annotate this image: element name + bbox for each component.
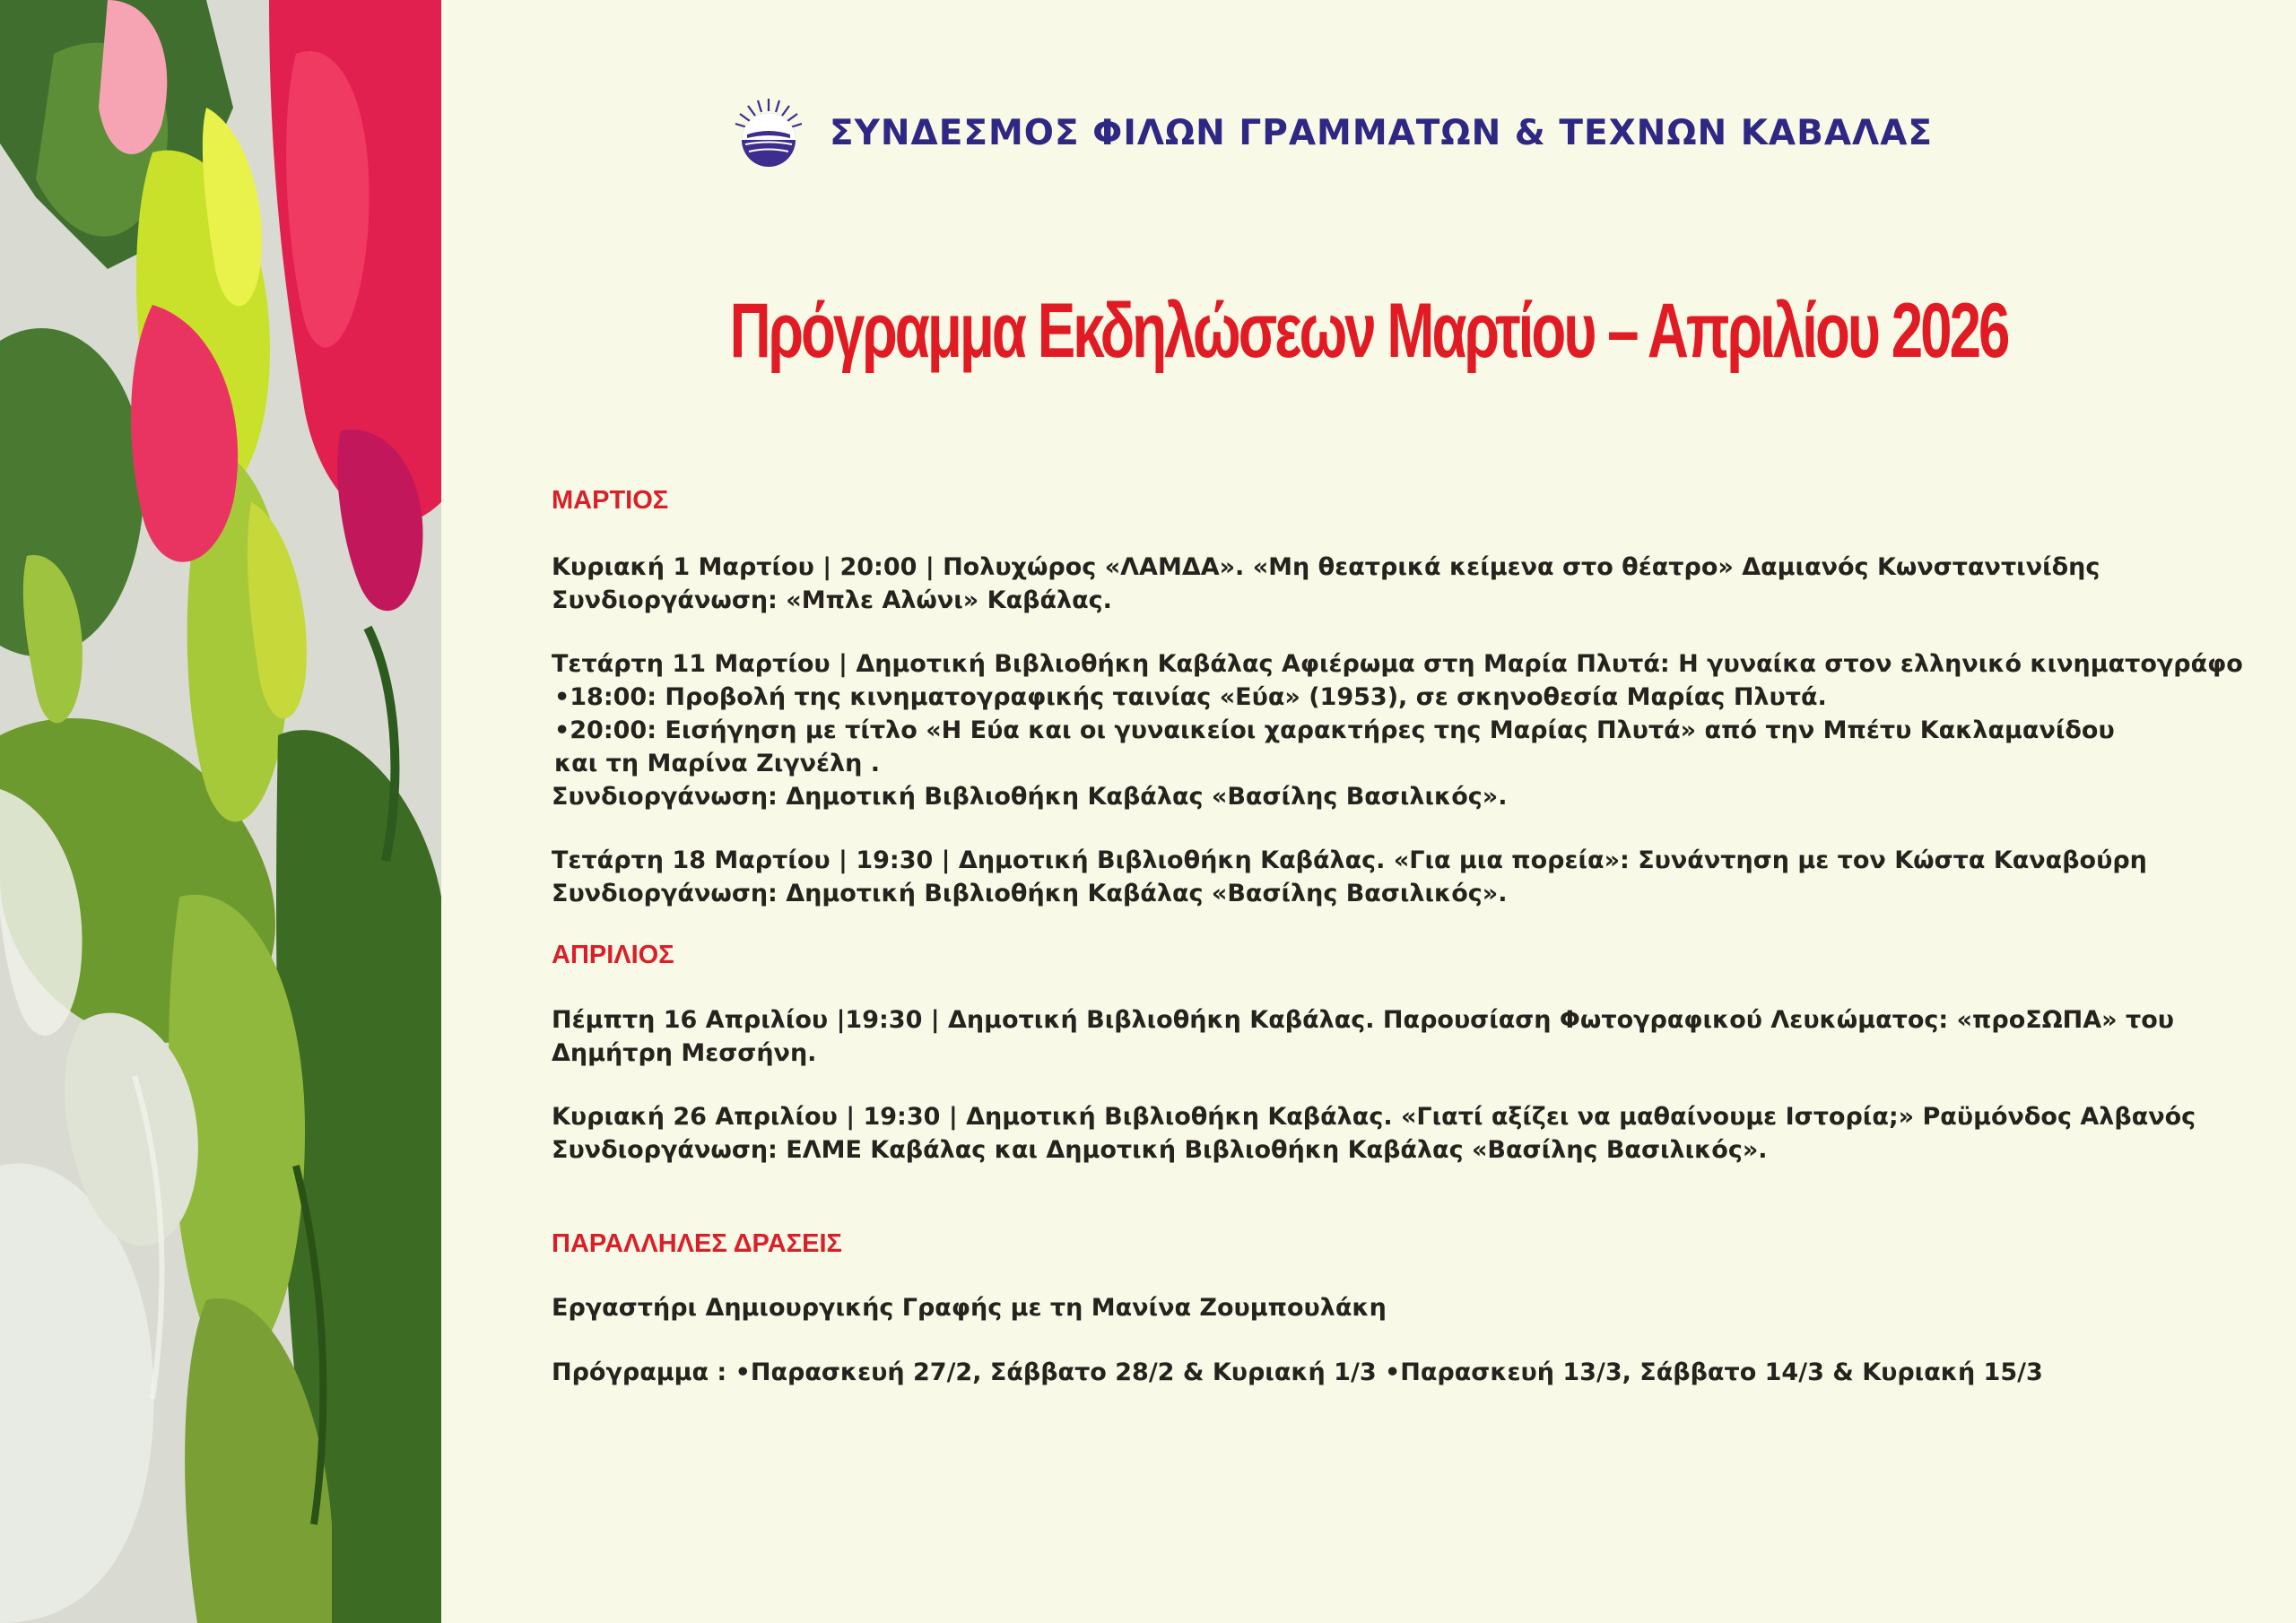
workshop-title: Εργαστήρι Δημιουργικής Γραφής με τη Μανίνα Ζουμπουλάκη <box>552 1294 1387 1322</box>
event-details: Τετάρτη 18 Μαρτίου | 19:30 | Δημοτική Βιβλιοθήκη Καβάλας. «Για μια πορεία»: Συνάντηση με τον Κώστα Καναβούρη <box>552 846 2147 874</box>
event-details: Πέμπτη 16 Απριλίου |19:30 | Δημοτική Βιβλιοθήκη Καβάλας. Παρουσίαση Φωτογραφικού Λευκώματος: «προΣΩΠΑ» του <box>552 1006 2175 1034</box>
abstract-painting-artwork <box>0 0 441 1623</box>
event-march-1 <box>552 551 2256 617</box>
event-bullet-talk: •20:00: Εισήγηση με τίτλο «Η Εύα και οι γυναικείοι χαρακτήρες της Μαρίας Πλυτά» από την Μπέτυ Κακλαμανίδου και τη Μαρίνα Ζιγνέλη . <box>554 716 2115 777</box>
event-bullet-screening: •18:00: Προβολή της κινηματογραφικής ταινίας «Εύα» (1953), σε σκηνοθεσία Μαρίας Πλυτά. <box>554 683 1827 711</box>
event-coorganizer: Συνδιοργάνωση: ΕΛΜΕ Καβάλας και Δημοτική Βιβλιοθήκη Καβάλας «Βασίλης Βασιλικός». <box>552 1136 1768 1164</box>
parallel-actions <box>552 1291 2256 1389</box>
organization-header <box>731 94 1933 171</box>
organization-name: ΣΥΝΔΕΣΜΟΣ ΦΙΛΩΝ ΓΡΑΜΜΑΤΩΝ & ΤΕΧΝΩΝ ΚΑΒΑΛΑΣ <box>830 112 1934 153</box>
event-march-18 <box>552 844 2256 910</box>
abstract-painting-panel <box>0 0 441 1623</box>
sun-over-sea-emblem-icon <box>731 95 806 170</box>
event-april-26 <box>552 1100 2256 1167</box>
event-coorganizer: Συνδιοργάνωση: Δημοτική Βιβλιοθήκη Καβάλας «Βασίλης Βασιλικός». <box>552 783 1508 811</box>
event-details: Κυριακή 1 Μαρτίου | 20:00 | Πολυχώρος «ΛΑΜΔΑ». «Μη θεατρικά κείμενα στο θέατρο» Δαμιανός Κωνσταντινίδης <box>552 553 2100 581</box>
page-title: Πρόγραμμα Εκδηλώσεων Μαρτίου – Απριλίου 2026 <box>729 288 2008 374</box>
event-coorganizer: Συνδιοργάνωση: «Μπλε Αλώνι» Καβάλας. <box>552 586 1112 614</box>
april-heading: ΑΠΡΙΛΙΟΣ <box>552 941 674 969</box>
event-april-16 <box>552 1003 2256 1070</box>
program-content <box>552 484 2256 1389</box>
event-details: Κυριακή 26 Απριλίου | 19:30 | Δημοτική Βιβλιοθήκη Καβάλας. «Γιατί αξίζει να μαθαίνουμε Ιστορία;» Ραϋμόνδος Αλβανός <box>552 1103 2196 1131</box>
event-march-11 <box>552 647 2256 813</box>
event-details: Τετάρτη 11 Μαρτίου | Δημοτική Βιβλιοθήκη Καβάλας Αφιέρωμα στη Μαρία Πλυτά: Η γυναίκα στον ελληνικό κινηματογράφο <box>552 650 2243 678</box>
event-coorganizer: Συνδιοργάνωση: Δημοτική Βιβλιοθήκη Καβάλας «Βασίλης Βασιλικός». <box>552 880 1508 907</box>
parallel-actions-heading: ΠΑΡΑΛΛΗΛΕΣ ΔΡΑΣΕΙΣ <box>552 1229 842 1258</box>
march-heading: ΜΑΡΤΙΟΣ <box>552 486 669 515</box>
event-details-continued: Δημήτρη Μεσσήνη. <box>552 1039 817 1067</box>
workshop-schedule: Πρόγραμμα : •Παρασκευή 27/2, Σάββατο 28/2 & Κυριακή 1/3 •Παρασκευή 13/3, Σάββατο 14/3 & Κυριακή 15/3 <box>552 1358 2043 1386</box>
